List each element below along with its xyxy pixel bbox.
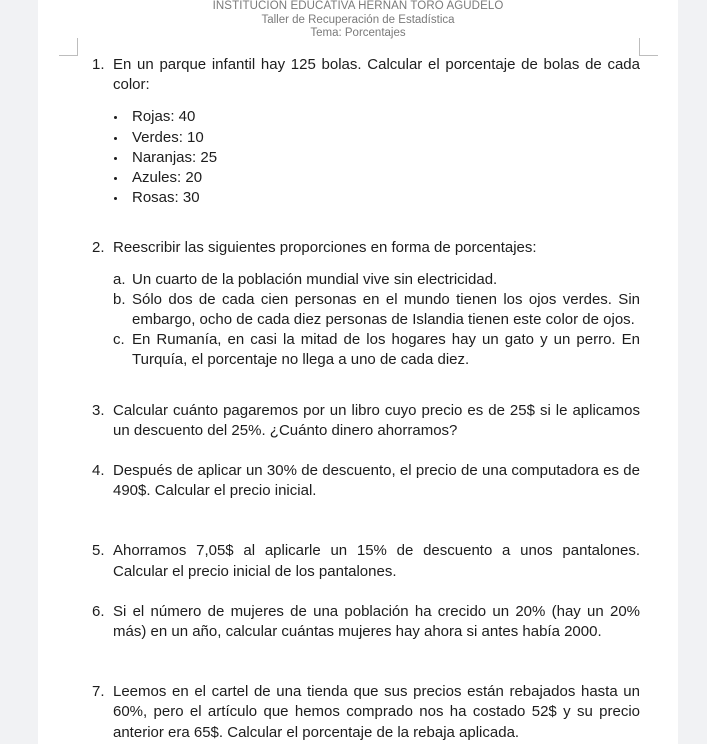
question-number: 5.	[92, 542, 105, 560]
question-text: Reescribir las siguientes proporciones en forma de porcentajes:	[113, 239, 537, 257]
item-letter: c.	[113, 331, 125, 349]
question-number: 6.	[92, 602, 105, 620]
question-text: Si el número de mujeres de una población ha crecido un 20% (hay un 20% más) en un año, calcular cuántas mujeres hay ahora si antes había 2000.	[113, 602, 640, 641]
topic-title: Tema: Porcentajes	[310, 27, 406, 39]
question-4	[92, 461, 640, 501]
question-text: Calcular cuánto pagaremos por un libro cuyo precio es de 25$ si le aplicamos un descuento del 25%. ¿Cuánto dinero ahorramos?	[113, 401, 640, 439]
question-text: Ahorramos 7,05$ al aplicarle un 15% de descuento a unos pantalones. Calcular el precio inicial de los pantalones.	[113, 542, 640, 580]
question-6	[92, 602, 640, 642]
question-number: 4.	[92, 462, 105, 480]
institution-name: INSTITUCIÓN EDUCATIVA HERNÁN TORO AGUDELO	[212, 0, 504, 12]
list-item	[92, 330, 640, 370]
margin-corner-mark-right	[639, 38, 658, 56]
margin-corner-mark-left	[59, 38, 78, 56]
question-text: En un parque infantil hay 125 bolas. Calcular el porcentaje de bolas de cada color:	[113, 56, 640, 94]
item-text: En Rumanía, en casi la mitad de los hogares hay un gato y un perro. En Turquía, el porcentaje no llega a uno de cada diez.	[132, 331, 640, 369]
proportion-list	[92, 270, 640, 371]
item-text: Un cuarto de la población mundial vive sin electricidad.	[132, 270, 498, 288]
list-item: Rojas: 40	[92, 107, 640, 127]
list-item: Azules: 20	[92, 168, 640, 188]
question-5	[92, 541, 640, 581]
item-letter: a.	[113, 270, 126, 288]
question-text: Leemos en el cartel de una tienda que sus precios están rebajados hasta un 60%, pero el artículo que hemos comprado nos ha costado 52$ y su precio anterior era 65$. Calcular el porcentaje de la rebaja aplicada.	[113, 683, 640, 741]
question-number: 1.	[92, 56, 105, 73]
question-number: 7.	[92, 683, 105, 701]
list-item: Rosas: 30	[92, 188, 640, 208]
document-page	[38, 0, 678, 744]
question-1	[92, 55, 640, 95]
question-2	[92, 238, 640, 258]
workshop-title: Taller de Recuperación de Estadística	[261, 13, 455, 26]
question-3	[92, 401, 640, 441]
list-item: Naranjas: 25	[92, 148, 640, 168]
question-number: 3.	[92, 401, 105, 419]
question-7	[92, 682, 640, 743]
list-item: Verdes: 10	[92, 128, 640, 148]
question-number: 2.	[92, 239, 105, 257]
item-letter: b.	[113, 290, 126, 308]
question-text: Después de aplicar un 30% de descuento, el precio de una computadora es de 490$. Calcular el precio inicial.	[113, 462, 640, 500]
document-header	[38, 0, 678, 41]
item-text: Sólo dos de cada cien personas en el mundo tienen los ojos verdes. Sin embargo, ocho de cada diez personas de Islandia tienen este color de ojos.	[132, 290, 640, 329]
color-list	[92, 107, 640, 208]
list-item	[92, 270, 640, 290]
exercise-list	[92, 55, 640, 743]
list-item	[92, 290, 640, 330]
